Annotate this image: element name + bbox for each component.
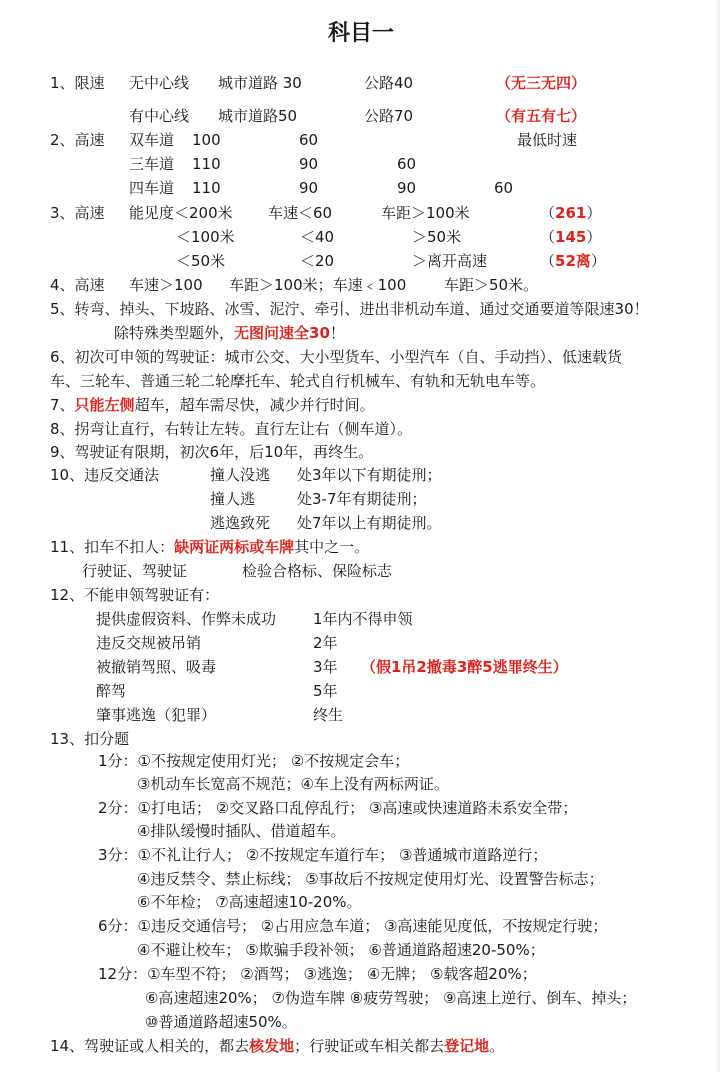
s3-r3-b: ＜20 (300, 252, 335, 270)
s14-highlight-2: 登记地 (444, 1037, 490, 1055)
s5-line2-a: 除特殊类型题外， (114, 324, 235, 342)
s5-line1: 5、转弯、掉头、下坡路、冰雪、泥泞、牵引、进出非机动车道、通过交通要道等限速30！ (50, 300, 649, 318)
s6-line2: 车、三轮车、普通三轮二轮摩托车、轮式自行机械车、有轨和无轨电车等。 (50, 372, 546, 390)
s3-r1-b: 车速＜60 (268, 204, 333, 222)
s14-e: 。 (489, 1037, 505, 1055)
s4-c: 车距＞50米。 (444, 276, 539, 294)
s6-line1: 6、初次可申领的驾驶证：城市公交、大小型货车、小型汽车（自、手动挡）、低速载货 (50, 348, 623, 366)
s3-r1-a: 能见度＜200米 (129, 204, 233, 222)
s2-r3-c: 90 (299, 179, 319, 197)
s13-2pt-line1: 2分：①打电话； ②交叉路口乱停乱行； ③高速或快速道路未系安全带； (98, 799, 578, 817)
s12-mnemonic: （假1吊2撤毒3醉5逃罪终生） (361, 658, 568, 676)
s2-r3-b: 110 (192, 179, 221, 197)
s5-highlight: 无图问速全30 (234, 324, 330, 342)
s12-row-5-a: 肇事逃逸（犯罪） (96, 706, 217, 724)
s2-r2-a: 三车道 (129, 155, 175, 173)
s3-r2-note-close: ） (586, 228, 602, 246)
s10-number: 10、违反交通法 (50, 466, 160, 484)
s3-r2-b: ＜40 (300, 228, 335, 246)
s2-r1-d: 最低时速 (517, 131, 578, 149)
s2-r2-b: 110 (192, 155, 221, 173)
s3-r2-c: ＞50米 (412, 228, 462, 246)
s10-r1-a: 撞人没逃 (210, 466, 271, 484)
s12-row-2-a: 违反交规被吊销 (96, 634, 202, 652)
s12-row-1-b: 1年内不得申领 (313, 610, 413, 628)
s1-number: 1、限速 (50, 74, 105, 92)
s14-c: ；行驶证或车相关都去 (294, 1037, 445, 1055)
s13-3pt-line1: 3分：①不礼让行人； ②不按规定车道行车； ③普通城市道路逆行； (98, 846, 548, 864)
s1-r2-b: 城市道路50 (218, 107, 298, 125)
s12-row-4-b: 5年 (313, 682, 338, 700)
s11-lead: 11、扣车不扣人： (50, 538, 175, 556)
s13-3pt-line3: ⑥不年检； ⑦高速超速10-20%。 (137, 893, 362, 911)
s11-highlight: 缺两证两标或车牌 (174, 538, 295, 556)
s13-1pt-line1: 1分：①不按规定使用灯光； ②不按规定会车； (98, 752, 410, 770)
s3-r2-a: ＜100米 (176, 228, 235, 246)
s4-b: 车距＞100米；车速﹤100 (229, 276, 407, 294)
s1-r2-note: （有五有七） (496, 107, 587, 125)
s3-r3-c: ＞离开高速 (412, 252, 488, 270)
s4-number: 4、高速 (50, 276, 105, 294)
s13-2pt-line2: ④排队缓慢时插队、借道超车。 (137, 822, 346, 840)
s12-row-3-b: 3年 (313, 658, 338, 676)
page-title: 科目一 (328, 21, 395, 46)
s3-r2-note-open: （ (540, 228, 556, 246)
s7-highlight: 只能左侧 (74, 396, 135, 414)
s2-r3-e: 60 (494, 179, 514, 197)
s12-row-2-b: 2年 (313, 634, 338, 652)
s11-r2-b: 检验合格标、保险标志 (242, 562, 393, 580)
s3-r3-note-value: 52离 (555, 252, 591, 270)
s10-r3-b: 处7年以上有期徒刑。 (297, 514, 442, 532)
s1-r1-c: 公路40 (364, 74, 414, 92)
s2-r2-c: 90 (299, 155, 319, 173)
s3-r2-note-value: 145 (555, 228, 587, 246)
s11-line1 (50, 538, 369, 556)
s2-r1-a: 双车道 (129, 131, 175, 149)
s13-6pt-line2: ④不避让校车； ⑤欺骗手段补领； ⑥普通道路超速20-50%； (137, 941, 545, 959)
s4-a: 车速＞100 (129, 276, 203, 294)
s3-r3-note-close: ） (590, 252, 606, 270)
s12-row-5-b: 终生 (313, 706, 344, 724)
s3-r3-note-open: （ (540, 252, 556, 270)
s5-line2 (114, 324, 345, 342)
s2-number: 2、高速 (50, 131, 105, 149)
s12-number: 12、不能申领驾驶证有： (50, 586, 220, 604)
s2-r3-a: 四车道 (129, 179, 175, 197)
s2-r1-b: 100 (192, 131, 221, 149)
s10-r1-b: 处3年以下有期徒刑； (297, 466, 442, 484)
s3-r2-note (540, 228, 601, 246)
s9-line: 9、驾驶证有限期，初次6年，后10年，再终生。 (50, 443, 374, 461)
s7-line (50, 396, 375, 414)
s2-r3-d: 90 (397, 179, 417, 197)
s14-line (50, 1037, 504, 1055)
s11-rest: 其中之一。 (294, 538, 370, 556)
s12-row-4-a: 醉驾 (96, 682, 127, 700)
s13-3pt-line2: ④违反禁令、禁止标线； ⑤事故后不按规定使用灯光、设置警告标志； (137, 870, 604, 888)
s1-r1-note: （无三无四） (496, 74, 587, 92)
s13-12pt-line2: ⑥高速超速20%； ⑦伪造车牌 ⑧疲劳驾驶； ⑨高速上逆行、倒车、掉头； (145, 989, 637, 1007)
s3-r1-c: 车距＞100米 (381, 204, 470, 222)
s13-12pt-line1: 12分：①车型不符； ②酒驾； ③逃逸； ④无牌； ⑤载客超20%； (98, 965, 537, 983)
s3-r3-note (540, 252, 606, 270)
s12-row-1-a: 提供虚假资料、作弊未成功 (96, 610, 277, 628)
s14-highlight-1: 核发地 (249, 1037, 295, 1055)
s10-r2-a: 撞人逃 (210, 490, 256, 508)
s14-a: 14、驾驶证或人相关的，都去 (50, 1037, 250, 1055)
s11-r2-a: 行驶证、驾驶证 (82, 562, 188, 580)
s1-r2-a: 有中心线 (129, 107, 190, 125)
s3-r1-note-open: （ (540, 204, 556, 222)
s3-number: 3、高速 (50, 204, 105, 222)
s1-r2-c: 公路70 (364, 107, 414, 125)
s13-1pt-line2: ③机动车长宽高不规范；④车上没有两标两证。 (137, 775, 449, 793)
s8-line: 8、拐弯让直行，右转让左转。直行左让右（侧车道）。 (50, 420, 413, 438)
s2-r1-c: 60 (299, 131, 319, 149)
s2-r2-d: 60 (397, 155, 417, 173)
s7-number: 7、 (50, 396, 75, 414)
s7-rest: 超车，超车需尽快，减少并行时间。 (134, 396, 375, 414)
s13-number: 13、扣分题 (50, 730, 130, 748)
page-edge-shadow (714, 0, 720, 1072)
s13-6pt-line1: 6分：①违反交通信号； ②占用应急车道； ③高速能见度低，不按规定行驶； (98, 917, 608, 935)
s3-r1-note (540, 204, 601, 222)
s13-12pt-line3: ⑩普通道路超速50%。 (145, 1013, 297, 1031)
s12-row-3-a: 被撤销驾照、吸毒 (96, 658, 217, 676)
s1-r1-a: 无中心线 (129, 74, 190, 92)
s10-r3-a: 逃逸致死 (210, 514, 271, 532)
s1-r1-b: 城市道路 30 (218, 74, 302, 92)
s3-r3-a: ＜50米 (176, 252, 226, 270)
s3-r1-note-value: 261 (555, 204, 587, 222)
s3-r1-note-close: ） (586, 204, 602, 222)
s5-line2-c: ！ (329, 324, 345, 342)
s10-r2-b: 处3-7年有期徒刑； (297, 490, 427, 508)
